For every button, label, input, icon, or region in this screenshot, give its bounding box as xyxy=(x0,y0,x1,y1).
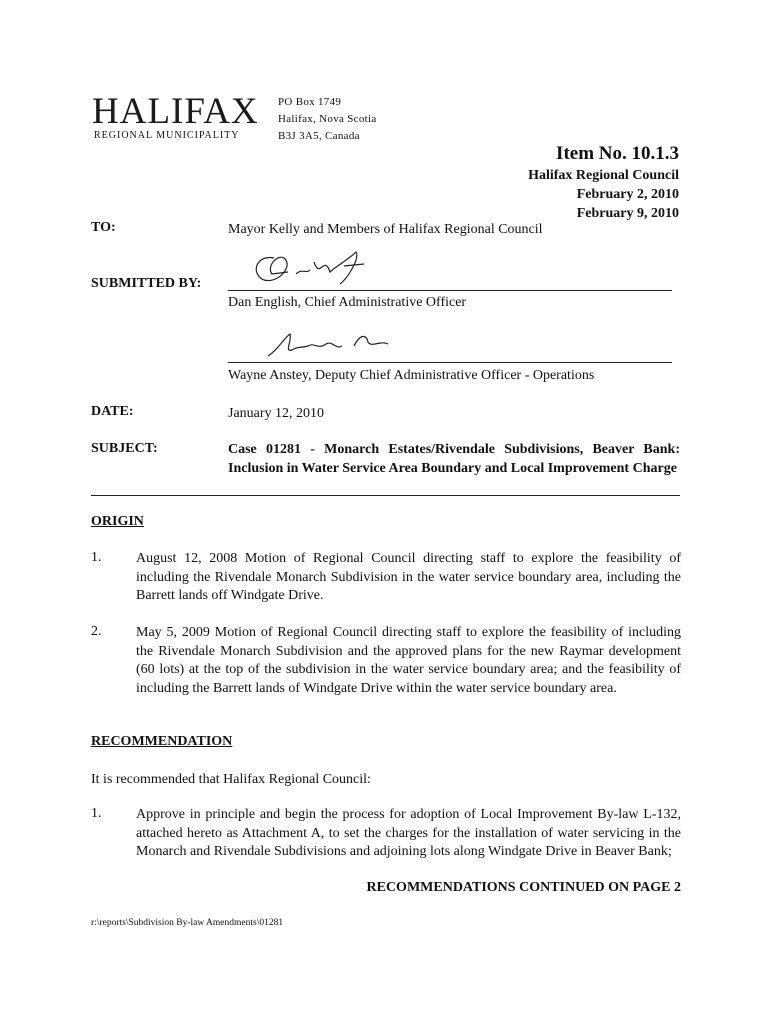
origin-item-text: August 12, 2008 Motion of Regional Council directing staff to explore the feasibility of including the Rivendale Monarch Subdivision in the water service boundary area, including the Barrett lands off Windgate Drive. xyxy=(136,551,681,603)
recommendation-item-number: 1. xyxy=(91,806,102,821)
logo-wordmark: HALIFAX xyxy=(92,91,259,132)
halifax-logo xyxy=(92,91,259,142)
continued-note: RECOMMENDATIONS CONTINUED ON PAGE 2 xyxy=(366,880,681,895)
council-name: Halifax Regional Council xyxy=(528,168,679,183)
signature-line xyxy=(228,290,672,291)
address-line: B3J 3A5, Canada xyxy=(278,130,360,142)
origin-item-number: 1. xyxy=(91,550,102,565)
meeting-info xyxy=(528,166,679,223)
address-block xyxy=(278,94,377,145)
meeting-date: February 2, 2010 xyxy=(576,187,679,202)
address-line: PO Box 1749 xyxy=(278,96,342,108)
item-number: Item No. 10.1.3 xyxy=(556,143,679,164)
logo-subtext: REGIONAL MUNICIPALITY xyxy=(94,130,240,141)
signature-dan-english xyxy=(244,244,374,292)
subject-value: Case 01281 - Monarch Estates/Rivendale Subdivisions, Beaver Bank: Inclusion in Water Service Area Boundary and Local Improvement Charge xyxy=(228,442,680,476)
recommendation-intro: It is recommended that Halifax Regional Council: xyxy=(91,772,371,787)
signer-name: Wayne Anstey, Deputy Chief Administrative Officer - Operations xyxy=(228,368,595,383)
section-divider xyxy=(91,495,680,496)
signature-line xyxy=(228,362,672,363)
address-line: Halifax, Nova Scotia xyxy=(278,113,377,125)
date-value: January 12, 2010 xyxy=(228,406,325,421)
to-value: Mayor Kelly and Members of Halifax Regional Council xyxy=(228,222,543,237)
subject-label: SUBJECT: xyxy=(91,441,158,456)
origin-item-text: May 5, 2009 Motion of Regional Council directing staff to explore the feasibility of including the Rivendale Monarch Subdivision and the approved plans for the new Raymar development (60 lots) at the top of the subdivision in the water service boundary area; and the feasibility of including the Barrett lands of Windgate Drive within the water service boundary area. xyxy=(136,625,681,696)
signer-name: Dan English, Chief Administrative Officer xyxy=(228,295,467,310)
recommendation-heading: RECOMMENDATION xyxy=(91,734,233,749)
origin-heading: ORIGIN xyxy=(91,514,144,529)
meeting-date: February 9, 2010 xyxy=(576,206,679,221)
file-path-footer: r:\reports\Subdivision By-law Amendments\01281 xyxy=(91,918,284,928)
signature-wayne-anstey xyxy=(262,330,397,360)
recommendation-item-text: Approve in principle and begin the process for adoption of Local Improvement By-law L-132, attached hereto as Attachment A, to set the charges for the installation of water servicing in the Monarch and Rivendale Subdivisions and adjoining lots along Windgate Drive in Beaver Bank; xyxy=(136,807,681,859)
to-label: TO: xyxy=(91,220,116,235)
submitted-by-label: SUBMITTED BY: xyxy=(91,276,202,291)
origin-item-number: 2. xyxy=(91,624,102,639)
date-label: DATE: xyxy=(91,404,134,419)
